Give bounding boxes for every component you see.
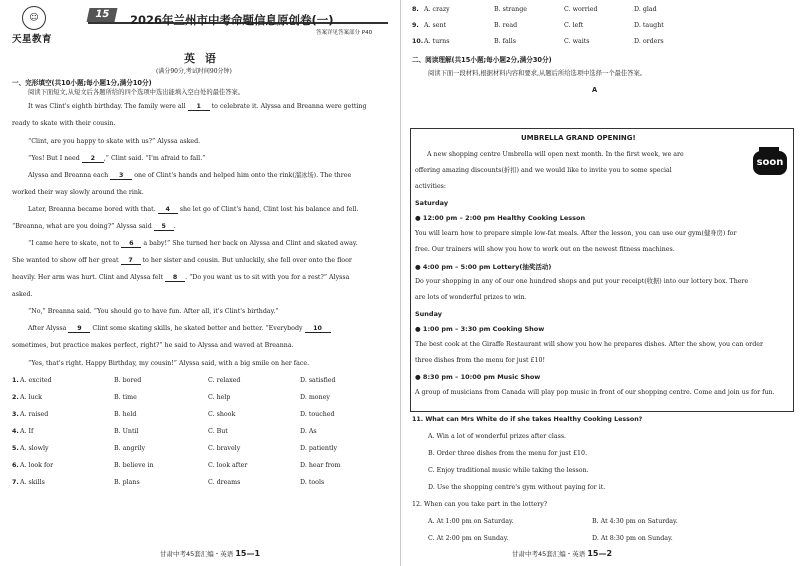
blank-7: 7 — [121, 257, 141, 265]
ad-intro: offering amazing discounts(折扣) and we would like to invite you to some special — [415, 167, 672, 174]
q11-option-a: A. Win a lot of wonderful prizes after class. — [428, 433, 567, 440]
ad-intro: A new shopping centre Umbrella will open next month. In the first week, we are — [427, 151, 684, 158]
ad-event-title: ● 8:30 pm – 10:00 pm Music Show — [415, 373, 541, 381]
q11-option-c: C. Enjoy traditional music while taking the lesson. — [428, 467, 589, 474]
section1-instruction: 阅读下面短文,从短文后各题所给的四个选项中选出能填入空白处的最佳答案。 — [28, 89, 245, 96]
page-number: 15—2 — [587, 549, 613, 558]
ad-event-text: three dishes from the menu for just £10! — [415, 357, 546, 364]
q12-option-c: C. At 2:00 pm on Sunday. — [428, 535, 509, 542]
section2-instruction: 阅读下面一段材料,根据材料内容和要求,从题后所给选项中选择一个最佳答案。 — [428, 70, 647, 77]
ad-event-text: A group of musicians from Canada will play pop music in front of our shopping centre. Come and join us for fun. — [415, 389, 775, 396]
paper-number-badge: 15 — [87, 8, 118, 22]
column-divider — [400, 0, 401, 566]
subject-title: 英 语 — [184, 52, 219, 65]
publisher-logo-text: 天星教育 — [12, 34, 53, 45]
passage-line: “Clint, are you happy to skate with us?” Alyssa asked. — [28, 138, 201, 145]
ad-event-text: free. Our trainers will show you how to work out on the newest fitness machines. — [415, 246, 675, 253]
blank-3: 3 — [110, 172, 132, 180]
section1-heading: 一、完形填空(共10小题;每小题1分,满分10分) — [12, 79, 152, 87]
passage-line: “No,” Breanna said. “You should go to have fun. After all, it's Clint's birthday.” — [28, 308, 279, 315]
passage-line: “I came here to skate, not to 6 a baby!” She turned her back on Alyssa and Clint and skated away. — [28, 240, 358, 247]
soon-badge-icon: soon — [753, 151, 787, 175]
left-column: ☺ 天星教育 15 2026年兰州市中考命题信息原创卷(一) 答案详见答案部分 P40 英 语 (满分90分,考试时间90分钟) 一、完形填空(共10小题;每小题1分,满分10分) 阅读下面短文,从短文后各题所给的四个选项中选出能填入空白处的最佳答案。 It was Clint's eighth birthday. The family were all 1 to celebrate it. Alyssa and Breanna were getting ready to skate with their cousin. “Clint, are you happy to skate with us?” Alyssa asked. “Yes! But I need 2 ,” Clint said. “I'm afraid to fall.” Alyssa and Breanna each 3 one of Clint's hands and helped him onto the rink(溜冰场). The three worked their way slowly around the rink. Later, Breanna became bored with that. 4 she let go of Clint's hand, Clint lost his balance and fell. “Breanna, what are you doing?” Alyssa said 5 . “I came here to skate, not to 6 a baby!” She turned her back on Alyssa and Clint and skated away. She wanted to show off her great 7 to her sister and cousin. But unluckily, she fell over onto the floor heavily. Her arm was hurt. Clint and Alyssa felt 8 . “Do you want us to sit with you for a rest?” Alyssa asked. “No,” Breanna said. “You should go to have fun. After all, it's Clint's birthday.” After Alyssa 9 Clint some skating skills, he skated better and better. “Everybody 10 sometimes, but practice makes perfect, right?” he said to Alyssa and waved at Breanna. “Yes, that's right. Happy Birthday, my cousin!” Alyssa said, with a big smile on her face. 1. A. excited B. bored C. relaxed D. satisfied 2. A. luck B. time C. help D. money 3. A. raised B. held C. shook D. touched 4. A. If B. Until C. But D. As 5. A. slowly B. angrily C. bravely D. patiently 6. A. look for B. believe in C. look after D. hear from 7. A. skills B. plans C. dreams D. tools 甘肃中考45套汇编・英语 15—1 — [0, 0, 400, 566]
passage-line: sometimes, but practice makes perfect, right?” he said to Alyssa and waved at Breanna. — [12, 342, 294, 349]
ad-title: UMBRELLA GRAND OPENING! — [521, 134, 636, 142]
footer-left: 甘肃中考45套汇编・英语 15—1 — [160, 549, 261, 558]
ad-intro: activities: — [415, 183, 447, 190]
ad-event-title: ● 4:00 pm – 5:00 pm Lottery(抽奖活动) — [415, 263, 552, 271]
passage-line: worked their way slowly around the rink. — [12, 189, 144, 196]
passage-line: Later, Breanna became bored with that. 4 she let go of Clint's hand, Clint lost his balance and fell. — [28, 206, 359, 213]
ad-day-sunday: Sunday — [415, 310, 443, 318]
q12-option-b: B. At 4:30 pm on Saturday. — [592, 518, 678, 525]
ad-event-title: ● 1:00 pm – 3:30 pm Cooking Show — [415, 325, 545, 333]
q12-option-a: A. At 1:00 pm on Saturday. — [428, 518, 514, 525]
passage-line: It was Clint's eighth birthday. The family were all 1 to celebrate it. Alyssa and Breanna were getting — [28, 103, 367, 110]
q11-option-d: D. Use the shopping centre's gym without paying for it. — [428, 484, 606, 491]
passage-line: ready to skate with their cousin. — [12, 120, 116, 127]
star-logo-icon: ☺ — [22, 6, 46, 30]
question-12-stem: 12. When can you take part in the lottery? — [412, 501, 548, 508]
blank-2: 2 — [82, 155, 104, 163]
ad-event-text: The best cook at the Giraffe Restaurant will show you how he prepares dishes. After the show, you can order — [415, 341, 763, 348]
advertisement-box — [410, 128, 794, 412]
passage-line: “Breanna, what are you doing?” Alyssa said 5 . — [12, 223, 176, 230]
blank-8: 8 — [165, 274, 185, 282]
passage-line: After Alyssa 9 Clint some skating skills, he skated better and better. “Everybody 10 — [28, 325, 331, 333]
passage-line: Alyssa and Breanna each 3 one of Clint's hands and helped him onto the rink(溜冰场). The three — [28, 172, 352, 179]
blank-5: 5 — [154, 223, 174, 231]
ad-event-title: ● 12:00 pm – 2:00 pm Healthy Cooking Lesson — [415, 214, 586, 222]
answer-reference: 答案详见答案部分 P40 — [316, 30, 373, 36]
q12-option-d: D. At 8:30 pm on Sunday. — [592, 535, 673, 542]
right-column: 8. A. crazy B. strange C. worried D. glad 9. A. sent B. read C. left D. taught 10. A. turns B. falls C. waits D. orders 二、阅读理解(共15小题;每小题2分,满分30分) 阅读下面一段材料,根据材料内容和要求,从题后所给选项中选择一个最佳答案。 A UMBRELLA GRAND OPENING! soon A new shopping centre Umbrella will open next month. In the first week, we are offering amazing discounts(折扣) and we would like to invite you to some special activities: Saturday ● 12:00 pm – 2:00 pm Healthy Cooking Lesson You will learn how to prepare simple low-fat meals. After the lesson, you can use our gym(健身房) for free. Our trainers will show you how to work out on the newest fitness machines. ● 4:00 pm – 5:00 pm Lottery(抽奖活动) Do your shopping in any of our one hundred shops and put your receipt(收据) into our lottery box. There are lots of wonderful prizes to win. Sunday ● 1:00 pm – 3:30 pm Cooking Show The best cook at the Giraffe Restaurant will show you how he prepares dishes. After the show, you can order three dishes from the menu for just £10! ● 8:30 pm – 10:00 pm Music Show A group of musicians from Canada will play pop music in front of our shopping centre. Come and join us for fun. 11. What can Mrs White do if she takes Healthy Cooking Lesson? A. Win a lot of wonderful prizes after class. B. Order three dishes from the menu for just £10. C. Enjoy traditional music while taking the lesson. D. Use the shopping centre's gym without paying for it. 12. When can you take part in the lottery? A. At 1:00 pm on Saturday. B. At 4:30 pm on Saturday. C. At 2:00 pm on Sunday. D. At 8:30 pm on Sunday. 甘肃中考45套汇编・英语 15—2 — [402, 0, 800, 566]
ad-event-text: Do your shopping in any of our one hundred shops and put your receipt(收据) into our lottery box. There — [415, 278, 749, 285]
passage-line: asked. — [12, 291, 33, 298]
score-time-note: (满分90分,考试时间90分钟) — [156, 68, 232, 75]
blank-1: 1 — [188, 103, 210, 111]
question-11-stem: 11. What can Mrs White do if she takes Healthy Cooking Lesson? — [412, 416, 643, 423]
ad-event-text: You will learn how to prepare simple low-fat meals. After the lesson, you can use our gym(健身房) for — [415, 230, 737, 237]
ad-day-saturday: Saturday — [415, 199, 449, 207]
ad-event-text: are lots of wonderful prizes to win. — [415, 294, 527, 301]
blank-10: 10 — [305, 325, 331, 333]
q11-option-b: B. Order three dishes from the menu for just £10. — [428, 450, 588, 457]
page-number: 15—1 — [235, 549, 261, 558]
blank-9: 9 — [68, 325, 90, 333]
passage-line: “Yes, that's right. Happy Birthday, my cousin!” Alyssa said, with a big smile on her face. — [28, 360, 310, 367]
passage-label-a: A — [592, 86, 598, 94]
blank-6: 6 — [121, 240, 141, 248]
passage-line: “Yes! But I need 2 ,” Clint said. “I'm afraid to fall.” — [28, 155, 206, 162]
paper-title: 2026年兰州市中考命题信息原创卷(一) — [130, 13, 334, 27]
passage-line: She wanted to show off her great 7 to her sister and cousin. But unluckily, she fell over onto the floor — [12, 257, 352, 264]
footer-right: 甘肃中考45套汇编・英语 15—2 — [512, 549, 613, 558]
section2-heading: 二、阅读理解(共15小题;每小题2分,满分30分) — [412, 56, 552, 64]
passage-line: heavily. Her arm was hurt. Clint and Alyssa felt 8 . “Do you want us to sit with you for a rest?” Alyssa — [12, 274, 350, 281]
blank-4: 4 — [158, 206, 178, 214]
